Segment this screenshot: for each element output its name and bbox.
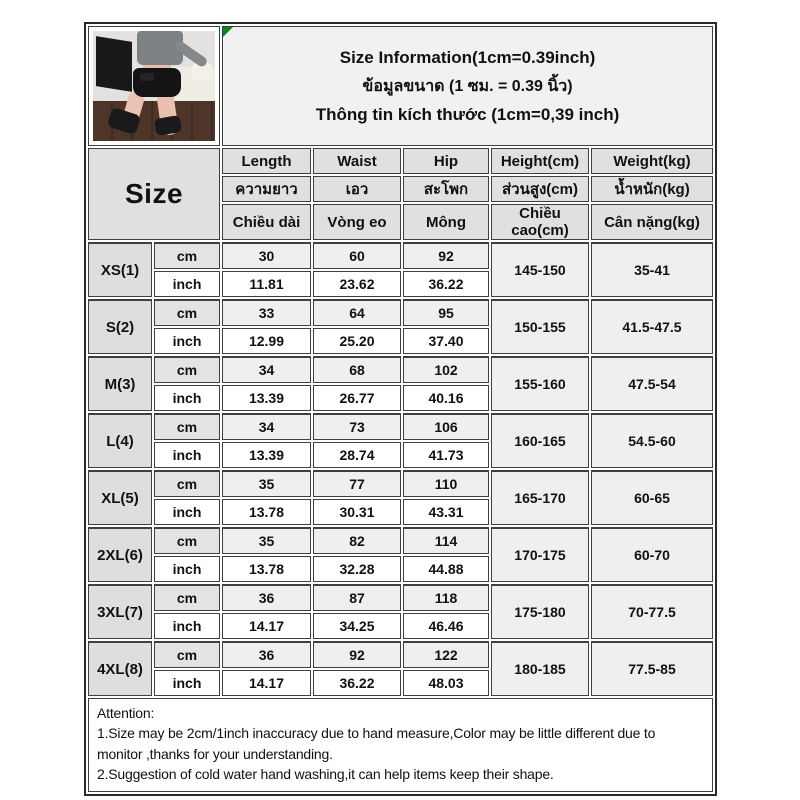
weight-range: 77.5-85: [591, 641, 713, 696]
size-label: L(4): [88, 413, 152, 468]
waist-inch-value: 36.22: [313, 670, 401, 696]
height-range: 165-170: [491, 470, 589, 525]
table-row: [88, 527, 713, 554]
waist-inch-value: 26.77: [313, 385, 401, 411]
waist-inch-value: 25.20: [313, 328, 401, 354]
attention-line-1: 1.Size may be 2cm/1inch inaccuracy due to hand measure,Color may be little different due to monitor ,thanks for your understanding.: [97, 725, 656, 762]
attention-line-2: 2.Suggestion of cold water hand washing,it can help items keep their shape.: [97, 765, 554, 782]
unit-label: cm: [154, 584, 220, 611]
length-cm-value: 30: [222, 242, 311, 269]
title-english: Size Information(1cm=0.39inch): [339, 47, 596, 67]
table-row: [88, 356, 713, 383]
hip-cm-value: 114: [403, 527, 489, 554]
size-label: 3XL(7): [88, 584, 152, 639]
height-range: 150-155: [491, 299, 589, 354]
col-header-length-th: ความยาว: [222, 176, 311, 202]
hip-inch-value: 48.03: [403, 670, 489, 696]
weight-range: 70-77.5: [591, 584, 713, 639]
waist-inch-value: 32.28: [313, 556, 401, 582]
length-inch-value: 13.78: [222, 499, 311, 525]
weight-range: 41.5-47.5: [591, 299, 713, 354]
size-label: S(2): [88, 299, 152, 354]
hip-cm-value: 106: [403, 413, 489, 440]
header-row-en: [88, 148, 713, 174]
tv-shape: [96, 36, 132, 92]
waist-inch-value: 28.74: [313, 442, 401, 468]
unit-label: cm: [154, 413, 220, 440]
size-label: 4XL(8): [88, 641, 152, 696]
title-stack: [223, 48, 712, 125]
height-range: 160-165: [491, 413, 589, 468]
hip-inch-value: 36.22: [403, 271, 489, 297]
col-header-hip-th: สะโพก: [403, 176, 489, 202]
height-range: 170-175: [491, 527, 589, 582]
waist-cm-value: 60: [313, 242, 401, 269]
waist-inch-value: 30.31: [313, 499, 401, 525]
hip-inch-value: 44.88: [403, 556, 489, 582]
weight-range: 60-70: [591, 527, 713, 582]
unit-label: inch: [154, 670, 220, 696]
unit-label: cm: [154, 299, 220, 326]
col-header-weight: Weight(kg): [591, 148, 713, 174]
waist-cm-value: 64: [313, 299, 401, 326]
length-inch-value: 13.78: [222, 556, 311, 582]
length-cm-value: 35: [222, 470, 311, 497]
length-cm-value: 34: [222, 356, 311, 383]
length-inch-value: 11.81: [222, 271, 311, 297]
size-label: XL(5): [88, 470, 152, 525]
unit-label: inch: [154, 499, 220, 525]
weight-range: 54.5-60: [591, 413, 713, 468]
weight-range: 47.5-54: [591, 356, 713, 411]
length-inch-value: 14.17: [222, 670, 311, 696]
weight-range: 60-65: [591, 470, 713, 525]
length-cm-value: 33: [222, 299, 311, 326]
table-row: [88, 242, 713, 269]
length-cm-value: 34: [222, 413, 311, 440]
unit-label: inch: [154, 328, 220, 354]
size-label: 2XL(6): [88, 527, 152, 582]
hip-inch-value: 46.46: [403, 613, 489, 639]
hip-inch-value: 37.40: [403, 328, 489, 354]
table-row: [88, 299, 713, 326]
unit-label: cm: [154, 242, 220, 269]
hip-cm-value: 102: [403, 356, 489, 383]
length-inch-value: 13.39: [222, 385, 311, 411]
unit-label: cm: [154, 470, 220, 497]
hip-cm-value: 110: [403, 470, 489, 497]
col-header-hip: Hip: [403, 148, 489, 174]
attention-notes: [88, 698, 713, 792]
length-inch-value: 14.17: [222, 613, 311, 639]
waist-cm-value: 87: [313, 584, 401, 611]
col-header-length: Length: [222, 148, 311, 174]
hip-cm-value: 122: [403, 641, 489, 668]
hip-inch-value: 43.31: [403, 499, 489, 525]
length-cm-value: 35: [222, 527, 311, 554]
height-range: 175-180: [491, 584, 589, 639]
waist-inch-value: 34.25: [313, 613, 401, 639]
hip-cm-value: 118: [403, 584, 489, 611]
size-corner-header: Size: [88, 148, 220, 240]
title-band: [88, 26, 713, 146]
col-header-weight-vi: Cân nặng(kg): [591, 204, 713, 240]
waist-cm-value: 68: [313, 356, 401, 383]
col-header-waist: Waist: [313, 148, 401, 174]
length-inch-value: 13.39: [222, 442, 311, 468]
hip-cm-value: 92: [403, 242, 489, 269]
unit-label: inch: [154, 556, 220, 582]
col-header-waist-vi: Vòng eo: [313, 204, 401, 240]
col-header-hip-vi: Mông: [403, 204, 489, 240]
col-header-waist-th: เอว: [313, 176, 401, 202]
unit-label: cm: [154, 527, 220, 554]
col-header-height-th: ส่วนสูง(cm): [491, 176, 589, 202]
waist-cm-value: 77: [313, 470, 401, 497]
unit-label: inch: [154, 613, 220, 639]
length-cm-value: 36: [222, 584, 311, 611]
unit-label: inch: [154, 271, 220, 297]
size-chart-sheet: [84, 22, 717, 796]
weight-range: 35-41: [591, 242, 713, 297]
unit-label: inch: [154, 442, 220, 468]
hip-inch-value: 40.16: [403, 385, 489, 411]
waist-cm-value: 73: [313, 413, 401, 440]
height-range: 145-150: [491, 242, 589, 297]
table-row: [88, 584, 713, 611]
col-header-weight-th: น้ำหนัก(kg): [591, 176, 713, 202]
photo-cell: [88, 26, 220, 146]
waist-cm-value: 92: [313, 641, 401, 668]
hip-inch-value: 41.73: [403, 442, 489, 468]
unit-label: inch: [154, 385, 220, 411]
unit-label: cm: [154, 356, 220, 383]
attention-heading: Attention:: [97, 705, 155, 721]
size-label: M(3): [88, 356, 152, 411]
waist-inch-value: 23.62: [313, 271, 401, 297]
col-header-length-vi: Chiều dài: [222, 204, 311, 240]
green-corner-marker-icon: [223, 27, 233, 37]
shorts-pocket-shape: [140, 73, 154, 81]
table-row: [88, 470, 713, 497]
unit-label: cm: [154, 641, 220, 668]
table-row: [88, 413, 713, 440]
col-header-height: Height(cm): [491, 148, 589, 174]
table-row: [88, 641, 713, 668]
hip-cm-value: 95: [403, 299, 489, 326]
notes-row: [88, 698, 713, 792]
title-vietnamese: Thông tin kích thước (1cm=0,39 inch): [315, 104, 620, 124]
waist-cm-value: 82: [313, 527, 401, 554]
height-range: 180-185: [491, 641, 589, 696]
title-thai: ข้อมูลขนาด (1 ซม. = 0.39 นิ้ว): [362, 77, 573, 95]
height-range: 155-160: [491, 356, 589, 411]
col-header-height-vi: Chiều cao(cm): [491, 204, 589, 240]
title-cell: [222, 26, 713, 146]
length-cm-value: 36: [222, 641, 311, 668]
length-inch-value: 12.99: [222, 328, 311, 354]
size-table: [84, 22, 717, 796]
size-label: XS(1): [88, 242, 152, 297]
product-photo: [93, 31, 215, 141]
